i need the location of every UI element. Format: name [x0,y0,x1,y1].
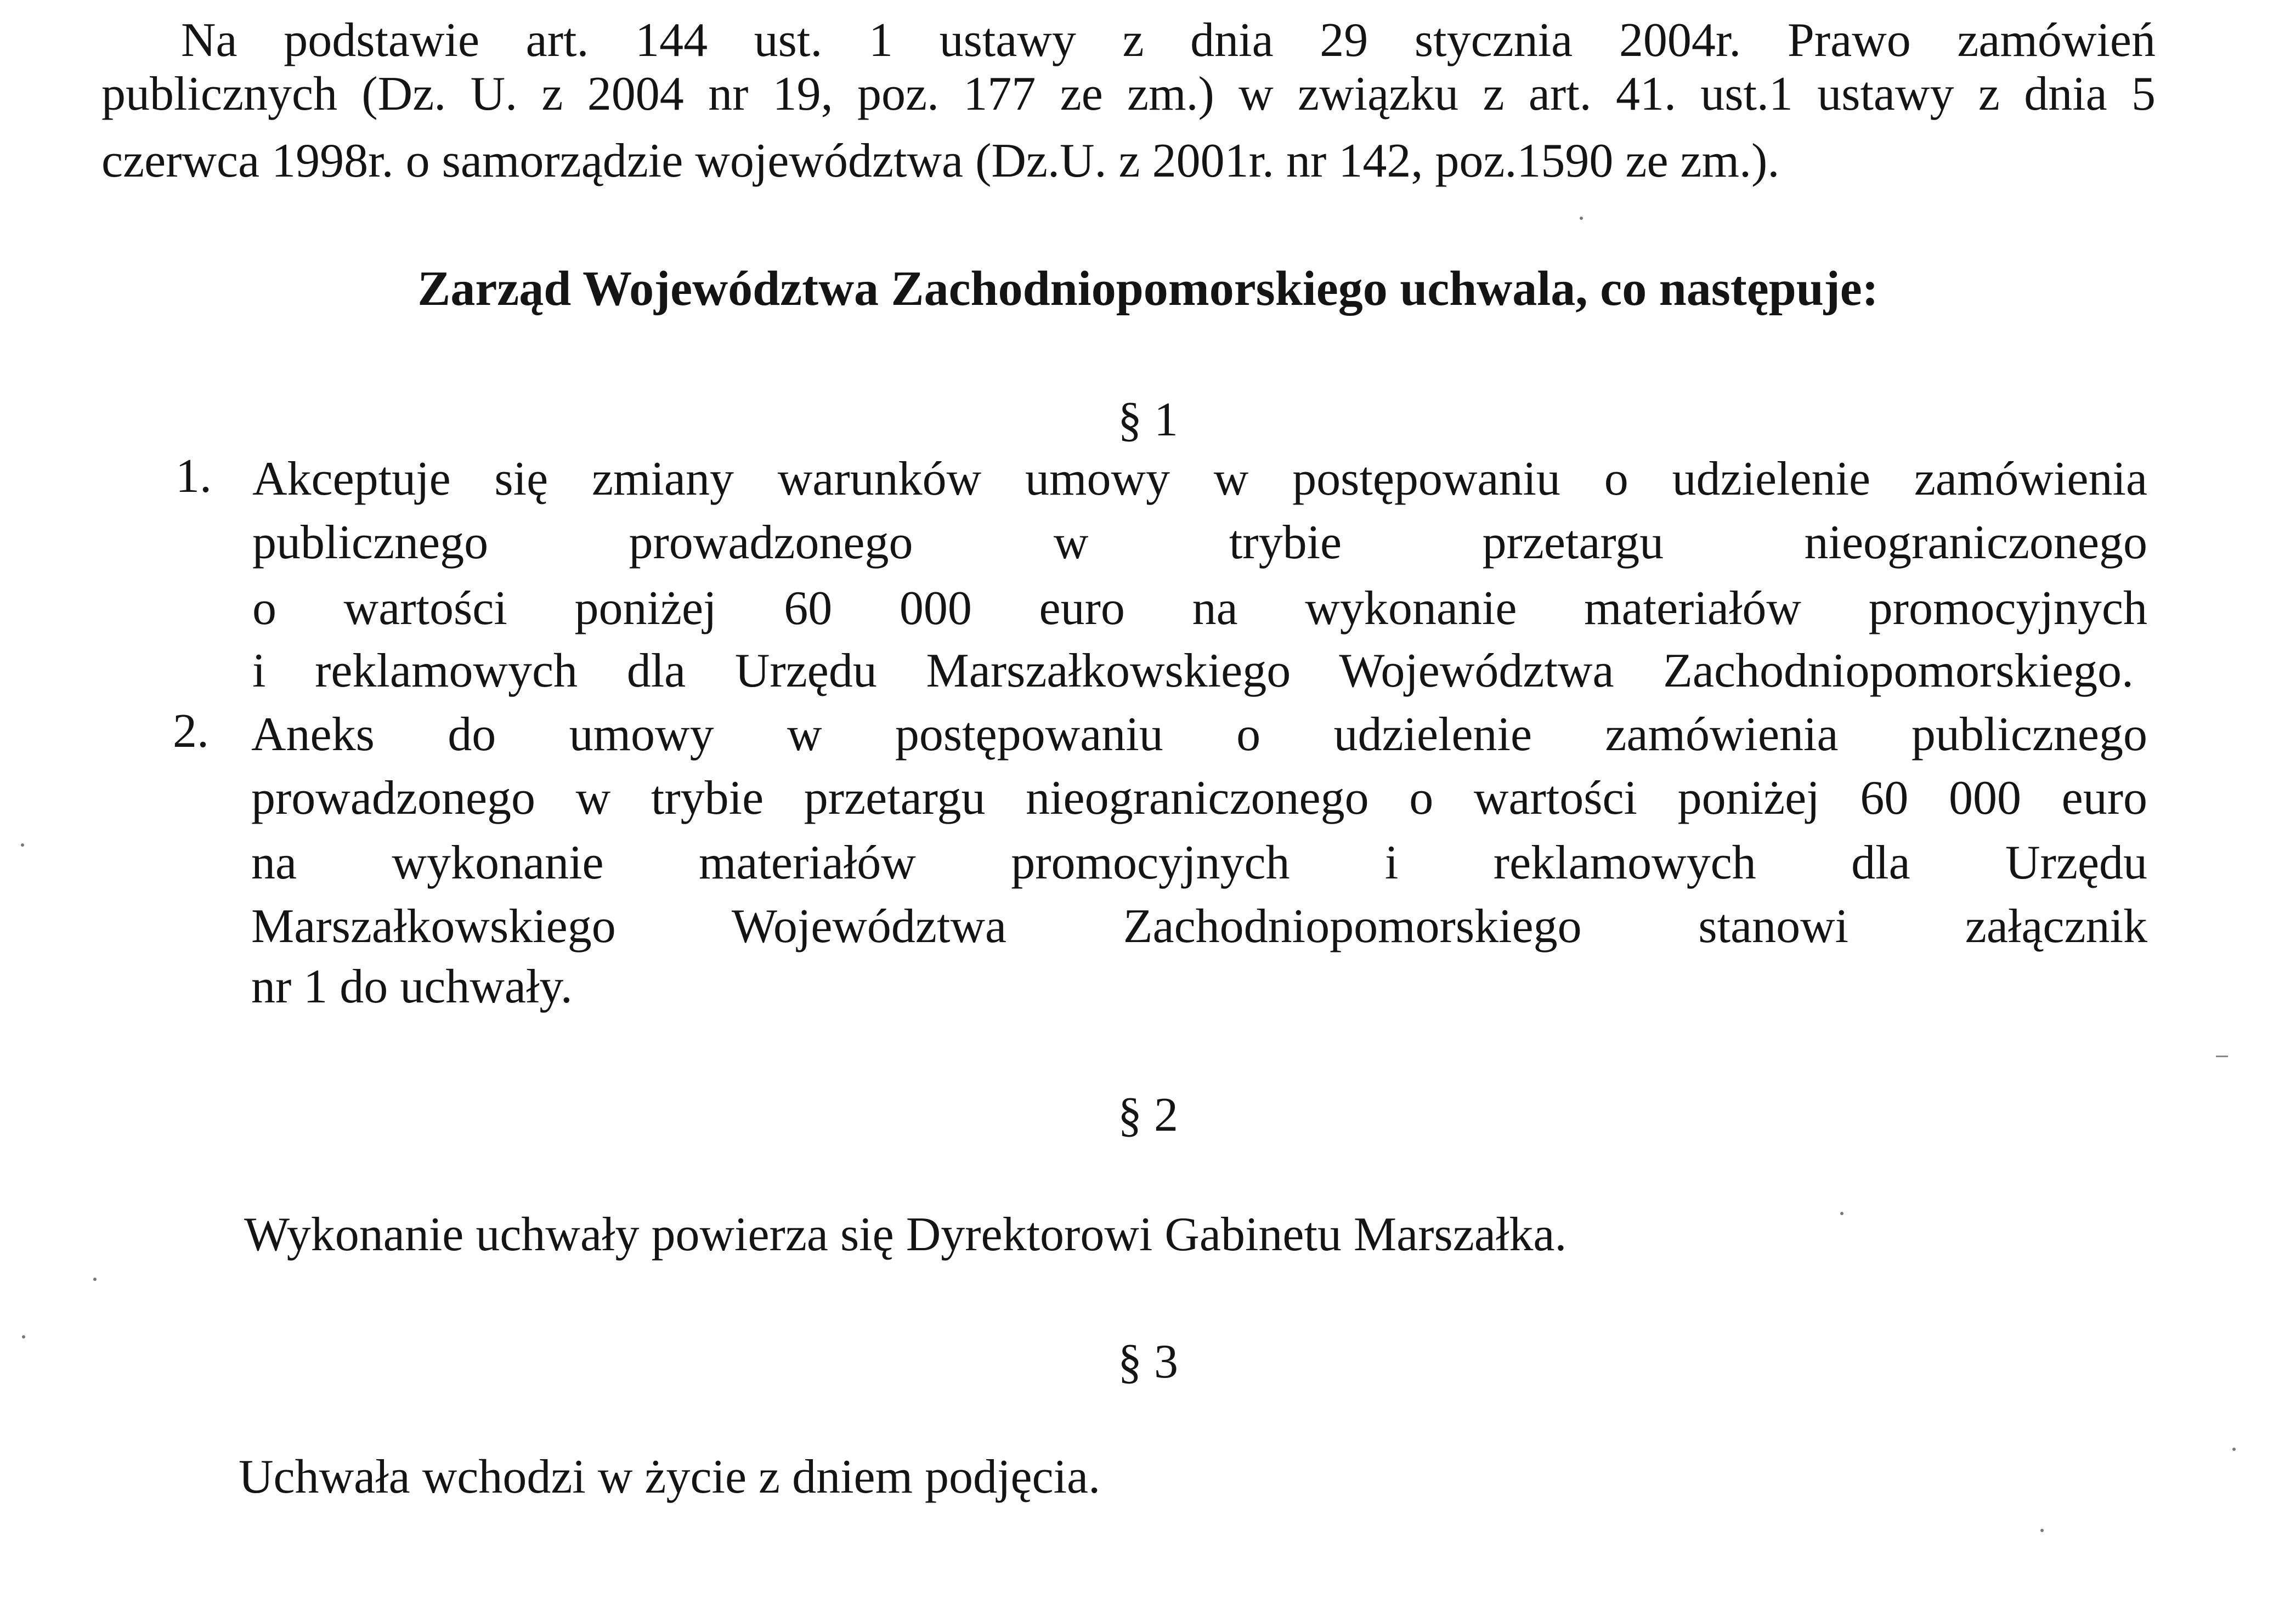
item-1-number: 1. [176,450,212,503]
section-1-heading: § 1 [1118,393,1178,446]
preamble-line-1: Na podstawie art. 144 ust. 1 ustawy z dnia 29 stycznia 2004r. Prawo zamówień [181,14,2156,67]
item-1-line-1: Akceptuje się zmiany warunków umowy w postępowaniu o udzielenie zamówienia [252,452,2147,506]
scan-artifact [2216,1056,2228,1057]
scan-artifact [22,1335,25,1339]
preamble-line-3: czerwca 1998r. o samorządzie województwa (Dz.U. z 2001r. nr 142, poz.1590 ze zm.). [101,134,1780,188]
scan-artifact [1840,1212,1843,1215]
item-1-line-2: publicznego prowadzonego w trybie przetargu nieograniczonego [252,516,2147,569]
item-2-line-2: prowadzonego w trybie przetargu nieograniczonego o wartości poniżej 60 000 euro [251,772,2147,825]
scan-artifact [1580,217,1583,220]
item-2-number: 2. [173,705,209,758]
item-1-line-4: i reklamowych dla Urzędu Marszałkowskiego Województwa Zachodniopomorskiego. [252,644,2134,697]
section-3-heading: § 3 [1118,1335,1178,1388]
resolution-heading: Zarząd Województwa Zachodniopomorskiego uchwala, co następuje: [417,262,1879,316]
scan-artifact [2232,1448,2236,1451]
section-2-text: Wykonanie uchwały powierza się Dyrektorowi Gabinetu Marszałka. [244,1208,1567,1261]
section-3-text: Uchwała wchodzi w życie z dniem podjęcia. [239,1450,1101,1504]
scan-artifact [93,1278,97,1281]
section-2-heading: § 2 [1118,1088,1178,1142]
scan-artifact [2040,1529,2044,1532]
item-2-line-5: nr 1 do uchwały. [251,960,573,1013]
scan-artifact [21,843,24,847]
preamble-line-2: publicznych (Dz. U. z 2004 nr 19, poz. 177 ze zm.) w związku z art. 41. ust.1 ustawy z dnia 5 [101,67,2156,121]
item-2-line-4: Marszałkowskiego Województwa Zachodniopomorskiego stanowi załącznik [251,900,2147,953]
item-1-line-3: o wartości poniżej 60 000 euro na wykonanie materiałów promocyjnych [252,582,2147,635]
item-2-line-1: Aneks do umowy w postępowaniu o udzielenie zamówienia publicznego [251,708,2147,761]
item-2-line-3: na wykonanie materiałów promocyjnych i reklamowych dla Urzędu [251,836,2147,889]
